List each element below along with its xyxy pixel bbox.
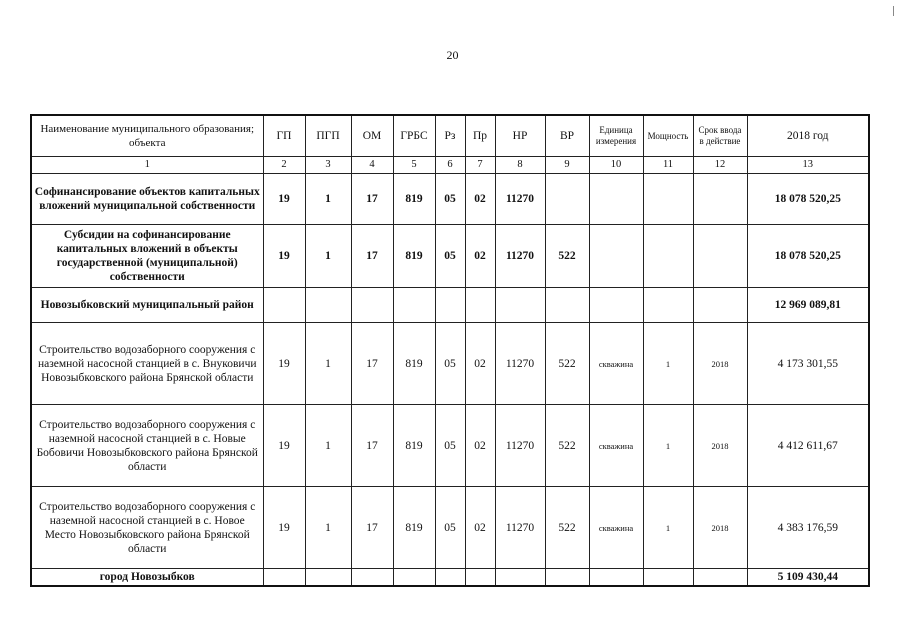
- row-pgp: [305, 569, 351, 587]
- row-unit: [589, 225, 643, 288]
- header-pgp: ПГП: [305, 115, 351, 157]
- row-nr: 11270: [495, 487, 545, 569]
- row-vr: 522: [545, 323, 589, 405]
- row-pgp: 1: [305, 487, 351, 569]
- table-row: [31, 569, 869, 587]
- row-name: Субсидии на софинансирование капитальных вложений в объекты государственной (муниципальной) собственности: [31, 225, 263, 288]
- row-rz: 05: [435, 405, 465, 487]
- row-grbs: 819: [393, 323, 435, 405]
- row-term: 2018: [693, 487, 747, 569]
- column-number: 6: [435, 157, 465, 174]
- row-vr: [545, 288, 589, 323]
- row-gp: 19: [263, 405, 305, 487]
- row-capacity: 1: [643, 323, 693, 405]
- row-om: [351, 288, 393, 323]
- column-number: 7: [465, 157, 495, 174]
- row-om: 17: [351, 225, 393, 288]
- row-nr: [495, 288, 545, 323]
- column-number: 5: [393, 157, 435, 174]
- row-term: 2018: [693, 323, 747, 405]
- header-unit: Единица измерения: [589, 115, 643, 157]
- row-rz: 05: [435, 487, 465, 569]
- column-number: 3: [305, 157, 351, 174]
- row-gp: 19: [263, 225, 305, 288]
- header-om: ОМ: [351, 115, 393, 157]
- column-number: 10: [589, 157, 643, 174]
- row-nr: 11270: [495, 323, 545, 405]
- column-number: 9: [545, 157, 589, 174]
- row-unit: скважина: [589, 487, 643, 569]
- row-vr: [545, 569, 589, 587]
- column-number: 8: [495, 157, 545, 174]
- row-gp: [263, 569, 305, 587]
- budget-table: [30, 114, 870, 587]
- row-pr: 02: [465, 225, 495, 288]
- table-row: [31, 174, 869, 225]
- row-vr: 522: [545, 225, 589, 288]
- row-amount: 5 109 430,44: [747, 569, 869, 587]
- row-unit: скважина: [589, 405, 643, 487]
- row-grbs: 819: [393, 225, 435, 288]
- header-name: Наименование муниципального образования; объекта: [31, 115, 263, 157]
- row-term: 2018: [693, 405, 747, 487]
- row-om: 17: [351, 405, 393, 487]
- row-rz: 05: [435, 174, 465, 225]
- row-capacity: [643, 174, 693, 225]
- row-unit: [589, 174, 643, 225]
- table-row: [31, 487, 869, 569]
- header-gp: ГП: [263, 115, 305, 157]
- row-unit: [589, 569, 643, 587]
- row-amount: 4 383 176,59: [747, 487, 869, 569]
- header-capacity: Мощность: [643, 115, 693, 157]
- table-row: [31, 288, 869, 323]
- row-capacity: 1: [643, 405, 693, 487]
- row-grbs: 819: [393, 405, 435, 487]
- row-rz: 05: [435, 323, 465, 405]
- row-pr: [465, 569, 495, 587]
- page-number: 20: [446, 48, 459, 62]
- row-term: [693, 174, 747, 225]
- row-om: 17: [351, 487, 393, 569]
- column-number: 13: [747, 157, 869, 174]
- row-pr: 02: [465, 174, 495, 225]
- column-number: 12: [693, 157, 747, 174]
- row-capacity: [643, 569, 693, 587]
- row-pgp: 1: [305, 405, 351, 487]
- row-pgp: 1: [305, 225, 351, 288]
- row-name: город Новозыбков: [31, 569, 263, 587]
- column-number: 4: [351, 157, 393, 174]
- row-amount: 18 078 520,25: [747, 174, 869, 225]
- row-name: Строительство водозаборного сооружения с наземной насосной станцией в с. Новые Бобовичи Новозыбковского района Брянской области: [31, 405, 263, 487]
- header-year: 2018 год: [747, 115, 869, 157]
- table-row: [31, 225, 869, 288]
- row-capacity: [643, 288, 693, 323]
- row-name: Новозыбковский муниципальный район: [31, 288, 263, 323]
- row-term: [693, 569, 747, 587]
- row-nr: [495, 569, 545, 587]
- row-vr: 522: [545, 487, 589, 569]
- table-row: [31, 323, 869, 405]
- column-number-row: [31, 157, 869, 174]
- column-number: 11: [643, 157, 693, 174]
- row-nr: 11270: [495, 174, 545, 225]
- row-amount: 12 969 089,81: [747, 288, 869, 323]
- row-rz: [435, 288, 465, 323]
- header-vr: ВР: [545, 115, 589, 157]
- row-rz: 05: [435, 225, 465, 288]
- row-pr: 02: [465, 405, 495, 487]
- row-nr: 11270: [495, 405, 545, 487]
- row-pr: 02: [465, 487, 495, 569]
- column-number: 1: [31, 157, 263, 174]
- row-rz: [435, 569, 465, 587]
- row-gp: 19: [263, 487, 305, 569]
- column-number: 2: [263, 157, 305, 174]
- header-grbs: ГРБС: [393, 115, 435, 157]
- table-row: [31, 405, 869, 487]
- row-pgp: 1: [305, 174, 351, 225]
- header-nr: НР: [495, 115, 545, 157]
- row-om: [351, 569, 393, 587]
- row-gp: [263, 288, 305, 323]
- row-om: 17: [351, 174, 393, 225]
- row-term: [693, 288, 747, 323]
- table-header-row: [31, 115, 869, 157]
- row-om: 17: [351, 323, 393, 405]
- row-name: Строительство водозаборного сооружения с наземной насосной станцией в с. Внуковичи Новозыбковского района Брянской области: [31, 323, 263, 405]
- row-amount: 4 412 611,67: [747, 405, 869, 487]
- row-name: Строительство водозаборного сооружения с наземной насосной станцией в с. Новое Место Новозыбковского района Брянской области: [31, 487, 263, 569]
- row-pgp: 1: [305, 323, 351, 405]
- row-grbs: [393, 288, 435, 323]
- row-term: [693, 225, 747, 288]
- scan-edge-mark: [893, 6, 894, 16]
- row-gp: 19: [263, 174, 305, 225]
- row-capacity: 1: [643, 487, 693, 569]
- row-unit: скважина: [589, 323, 643, 405]
- row-grbs: [393, 569, 435, 587]
- row-amount: 4 173 301,55: [747, 323, 869, 405]
- row-pgp: [305, 288, 351, 323]
- row-vr: 522: [545, 405, 589, 487]
- row-grbs: 819: [393, 174, 435, 225]
- row-amount: 18 078 520,25: [747, 225, 869, 288]
- row-grbs: 819: [393, 487, 435, 569]
- row-capacity: [643, 225, 693, 288]
- row-unit: [589, 288, 643, 323]
- header-term: Срок ввода в действие: [693, 115, 747, 157]
- row-nr: 11270: [495, 225, 545, 288]
- header-pr: Пр: [465, 115, 495, 157]
- row-vr: [545, 174, 589, 225]
- row-gp: 19: [263, 323, 305, 405]
- row-pr: [465, 288, 495, 323]
- row-pr: 02: [465, 323, 495, 405]
- header-rz: Рз: [435, 115, 465, 157]
- row-name: Софинансирование объектов капитальных вложений муниципальной собственности: [31, 174, 263, 225]
